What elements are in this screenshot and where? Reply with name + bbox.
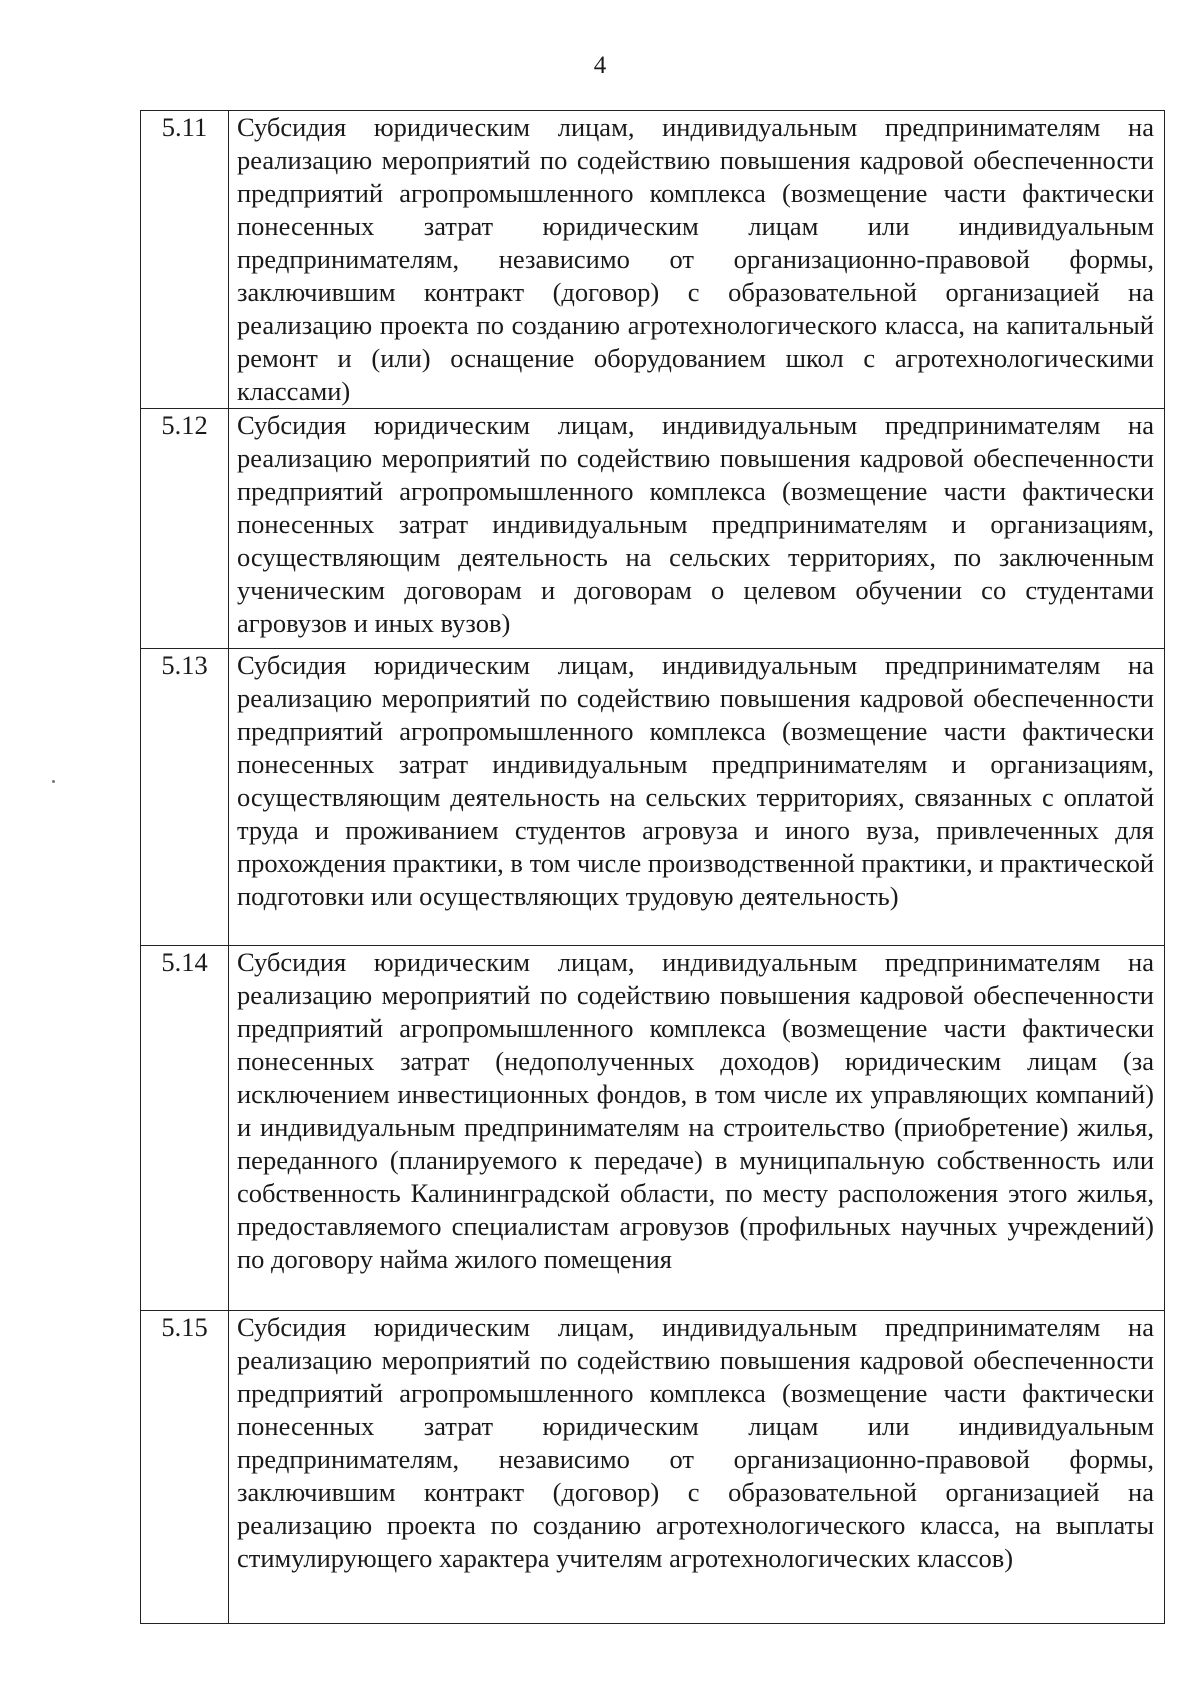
- table-row: [141, 409, 1165, 649]
- table-row: [141, 649, 1165, 946]
- row-description: Субсидия юридическим лицам, индивидуальным предпринимателям на реализацию мероприятий по содействию повышения кадровой обеспеченности предприятий агропромышленного комплекса (возмещение части фактически понесенных затрат индивидуальным предпринимателям и организациям, осуществляющим деятельность на сельских территориях, связанных с оплатой труда и проживанием студентов агровуза и иного вуза, привлеченных для прохождения практики, в том числе производственной практики, и практической подготовки или осуществляющих трудовую деятельность): [229, 649, 1165, 946]
- row-description: Субсидия юридическим лицам, индивидуальным предпринимателям на реализацию мероприятий по содействию повышения кадровой обеспеченности предприятий агропромышленного комплекса (возмещение части фактически понесенных затрат юридическим лицам или индивидуальным предпринимателям, независимо от организационно-правовой формы, заключившим контракт (договор) с образовательной организацией на реализацию проекта по созданию агротехнологического класса, на выплаты стимулирующего характера учителям агротехнологических классов): [229, 1311, 1165, 1624]
- row-number: 5.12: [141, 409, 229, 649]
- table-row: [141, 946, 1165, 1311]
- scan-speck: [52, 780, 55, 783]
- row-number: 5.13: [141, 649, 229, 946]
- page-number: 4: [593, 52, 607, 79]
- table-row: [141, 111, 1165, 409]
- row-description: Субсидия юридическим лицам, индивидуальным предпринимателям на реализацию мероприятий по содействию повышения кадровой обеспеченности предприятий агропромышленного комплекса (возмещение части фактически понесенных затрат юридическим лицам или индивидуальным предпринимателям, независимо от организационно-правовой формы, заключившим контракт (договор) с образовательной организацией на реализацию проекта по созданию агротехнологического класса, на капитальный ремонт и (или) оснащение оборудованием школ с агротехнологическими классами): [229, 111, 1165, 409]
- row-description: Субсидия юридическим лицам, индивидуальным предпринимателям на реализацию мероприятий по содействию повышения кадровой обеспеченности предприятий агропромышленного комплекса (возмещение части фактически понесенных затрат индивидуальным предпринимателям и организациям, осуществляющим деятельность на сельских территориях, по заключенным ученическим договорам и договорам о целевом обучении со студентами агровузов и иных вузов): [229, 409, 1165, 649]
- row-description: Субсидия юридическим лицам, индивидуальным предпринимателям на реализацию мероприятий по содействию повышения кадровой обеспеченности предприятий агропромышленного комплекса (возмещение части фактически понесенных затрат (недополученных доходов) юридическим лицам (за исключением инвестиционных фондов, в том числе их управляющих компаний) и индивидуальным предпринимателям на строительство (приобретение) жилья, переданного (планируемого к передаче) в муниципальную собственность или собственность Калининградской области, по месту расположения этого жилья, предоставляемого специалистам агровузов (профильных научных учреждений) по договору найма жилого помещения: [229, 946, 1165, 1311]
- row-number: 5.11: [141, 111, 229, 409]
- table-row: [141, 1311, 1165, 1624]
- row-number: 5.14: [141, 946, 229, 1311]
- subsidy-table: [140, 110, 1165, 1624]
- row-number: 5.15: [141, 1311, 229, 1624]
